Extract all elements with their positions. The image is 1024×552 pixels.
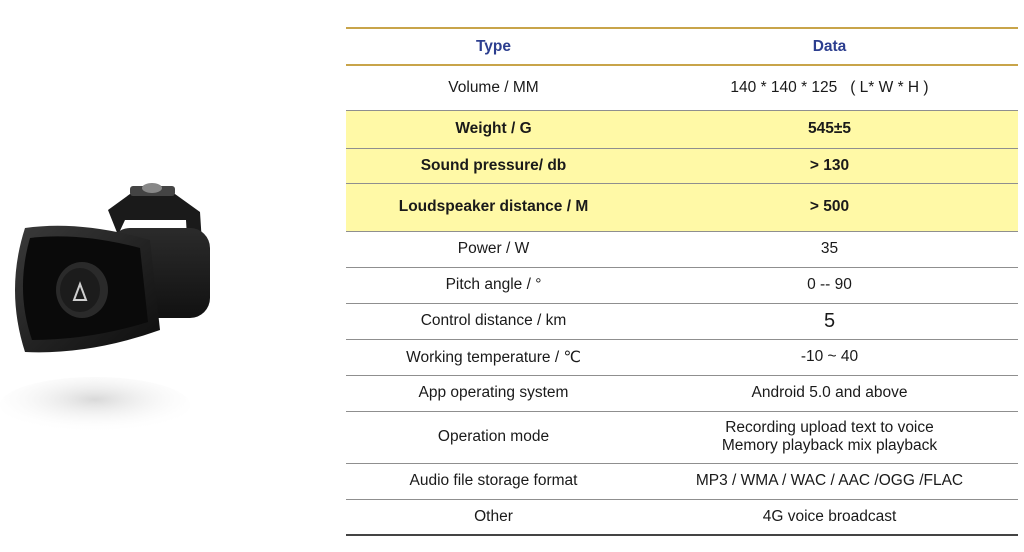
type-cell: Other — [346, 499, 641, 535]
type-cell: Working temperature / ℃ — [346, 339, 641, 375]
table-row — [346, 339, 1018, 375]
data-cell: 0 -- 90 — [641, 267, 1018, 303]
table-row — [346, 231, 1018, 267]
type-cell: Volume / MM — [346, 65, 641, 110]
header-type: Type — [346, 28, 641, 65]
type-cell: Sound pressure/ db — [346, 148, 641, 183]
type-cell: Operation mode — [346, 411, 641, 463]
table-row — [346, 303, 1018, 339]
table-row — [346, 267, 1018, 303]
header-data: Data — [641, 28, 1018, 65]
type-cell: Power / W — [346, 231, 641, 267]
type-cell: Weight / G — [346, 110, 641, 148]
data-cell: 4G voice broadcast — [641, 499, 1018, 535]
type-cell: Audio file storage format — [346, 463, 641, 499]
table-row — [346, 375, 1018, 411]
type-cell: Control distance / km — [346, 303, 641, 339]
data-cell: 5 — [641, 303, 1018, 339]
data-cell: 140 * 140 * 125 ( L* W * H ) — [641, 65, 1018, 110]
header-row — [346, 28, 1018, 65]
data-cell: > 500 — [641, 183, 1018, 231]
table-row — [346, 65, 1018, 110]
loudspeaker-horn-icon — [0, 180, 230, 440]
data-cell: 35 — [641, 231, 1018, 267]
data-cell: Android 5.0 and above — [641, 375, 1018, 411]
table-row — [346, 148, 1018, 183]
data-cell: > 130 — [641, 148, 1018, 183]
data-line: Recording upload text to voice — [725, 419, 934, 436]
type-cell: Pitch angle / ° — [346, 267, 641, 303]
data-line: Memory playback mix playback — [721, 437, 938, 454]
data-cell: -10 ~ 40 — [641, 339, 1018, 375]
spec-table — [346, 27, 1018, 536]
table-row — [346, 183, 1018, 231]
type-cell: App operating system — [346, 375, 641, 411]
table-row — [346, 499, 1018, 535]
type-cell: Loudspeaker distance / M — [346, 183, 641, 231]
data-cell: MP3 / WMA / WAC / AAC /OGG /FLAC — [641, 463, 1018, 499]
table-row — [346, 463, 1018, 499]
table-row — [346, 411, 1018, 463]
table-row — [346, 110, 1018, 148]
data-cell — [641, 411, 1018, 463]
data-cell: 545±5 — [641, 110, 1018, 148]
